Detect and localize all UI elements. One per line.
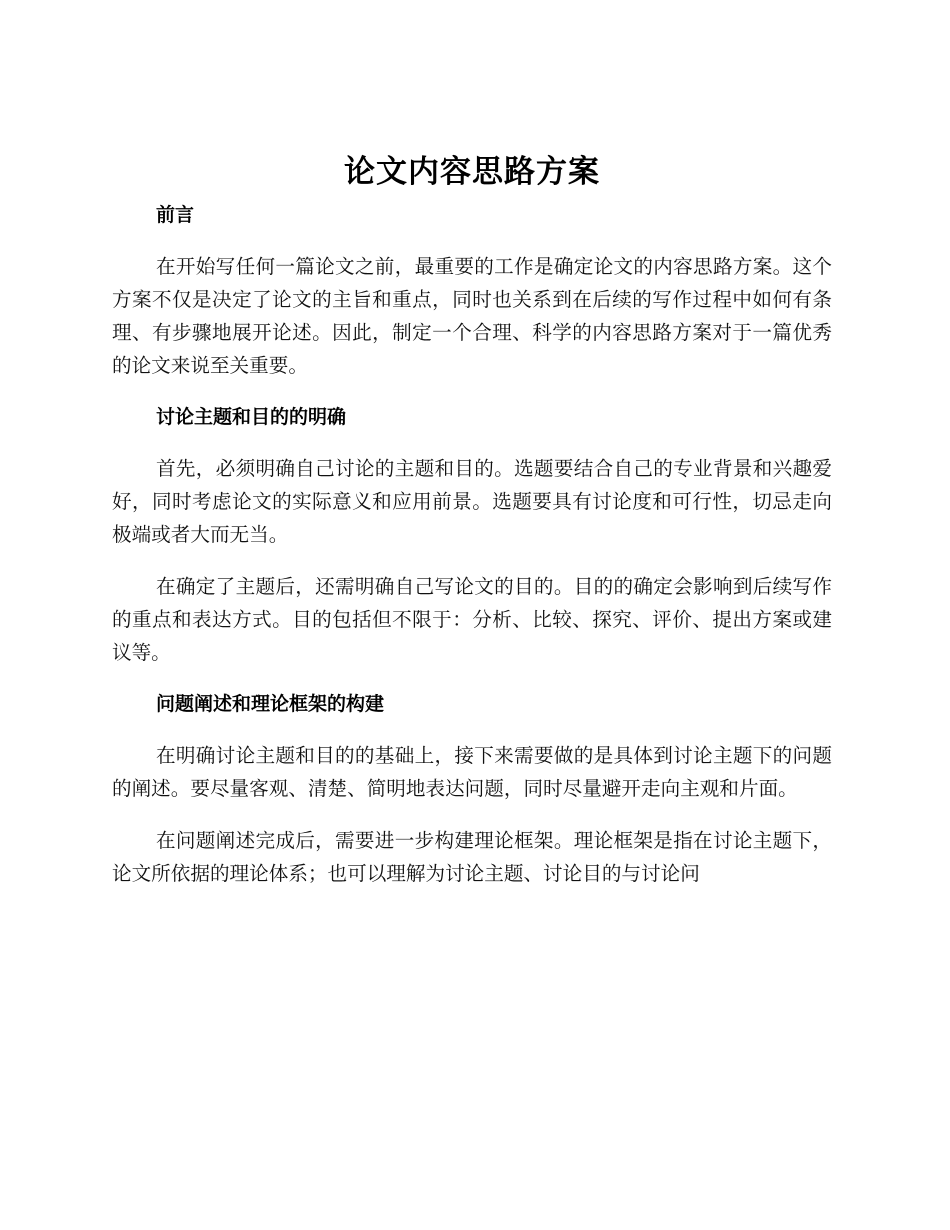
section-topic-and-purpose [112, 404, 832, 669]
section-heading: 前言 [156, 204, 195, 226]
paragraph: 在问题阐述完成后，需要进一步构建理论框架。理论框架是指在讨论主题下，论文所依据的理论体系；也可以理解为讨论主题、讨论目的与讨论问 [112, 829, 832, 885]
section-preface [112, 202, 832, 382]
paragraph: 在开始写任何一篇论文之前，最重要的工作是确定论文的内容思路方案。这个方案不仅是决定了论文的主旨和重点，同时也关系到在后续的写作过程中如何有条理、有步骤地展开论述。因此，制定一个合理、科学的内容思路方案对于一篇优秀的论文来说至关重要。 [112, 255, 832, 377]
document-body [112, 150, 832, 890]
document-title: 论文内容思路方案 [344, 154, 600, 190]
section-heading: 问题阐述和理论框架的构建 [156, 693, 385, 715]
paragraph: 首先，必须明确自己讨论的主题和目的。选题要结合自己的专业背景和兴趣爱好，同时考虑论文的实际意义和应用前景。选题要具有讨论度和可行性，切忌走向极端或者大而无当。 [112, 457, 832, 546]
section-problem-and-framework [112, 691, 832, 890]
section-heading: 讨论主题和目的的明确 [156, 406, 347, 428]
paragraph: 在明确讨论主题和目的的基础上，接下来需要做的是具体到讨论主题下的问题的阐述。要尽量客观、清楚、简明地表达问题，同时尽量避开走向主观和片面。 [112, 744, 832, 800]
paragraph: 在确定了主题后，还需明确自己写论文的目的。目的的确定会影响到后续写作的重点和表达方式。目的包括但不限于：分析、比较、探究、评价、提出方案或建议等。 [112, 575, 832, 664]
